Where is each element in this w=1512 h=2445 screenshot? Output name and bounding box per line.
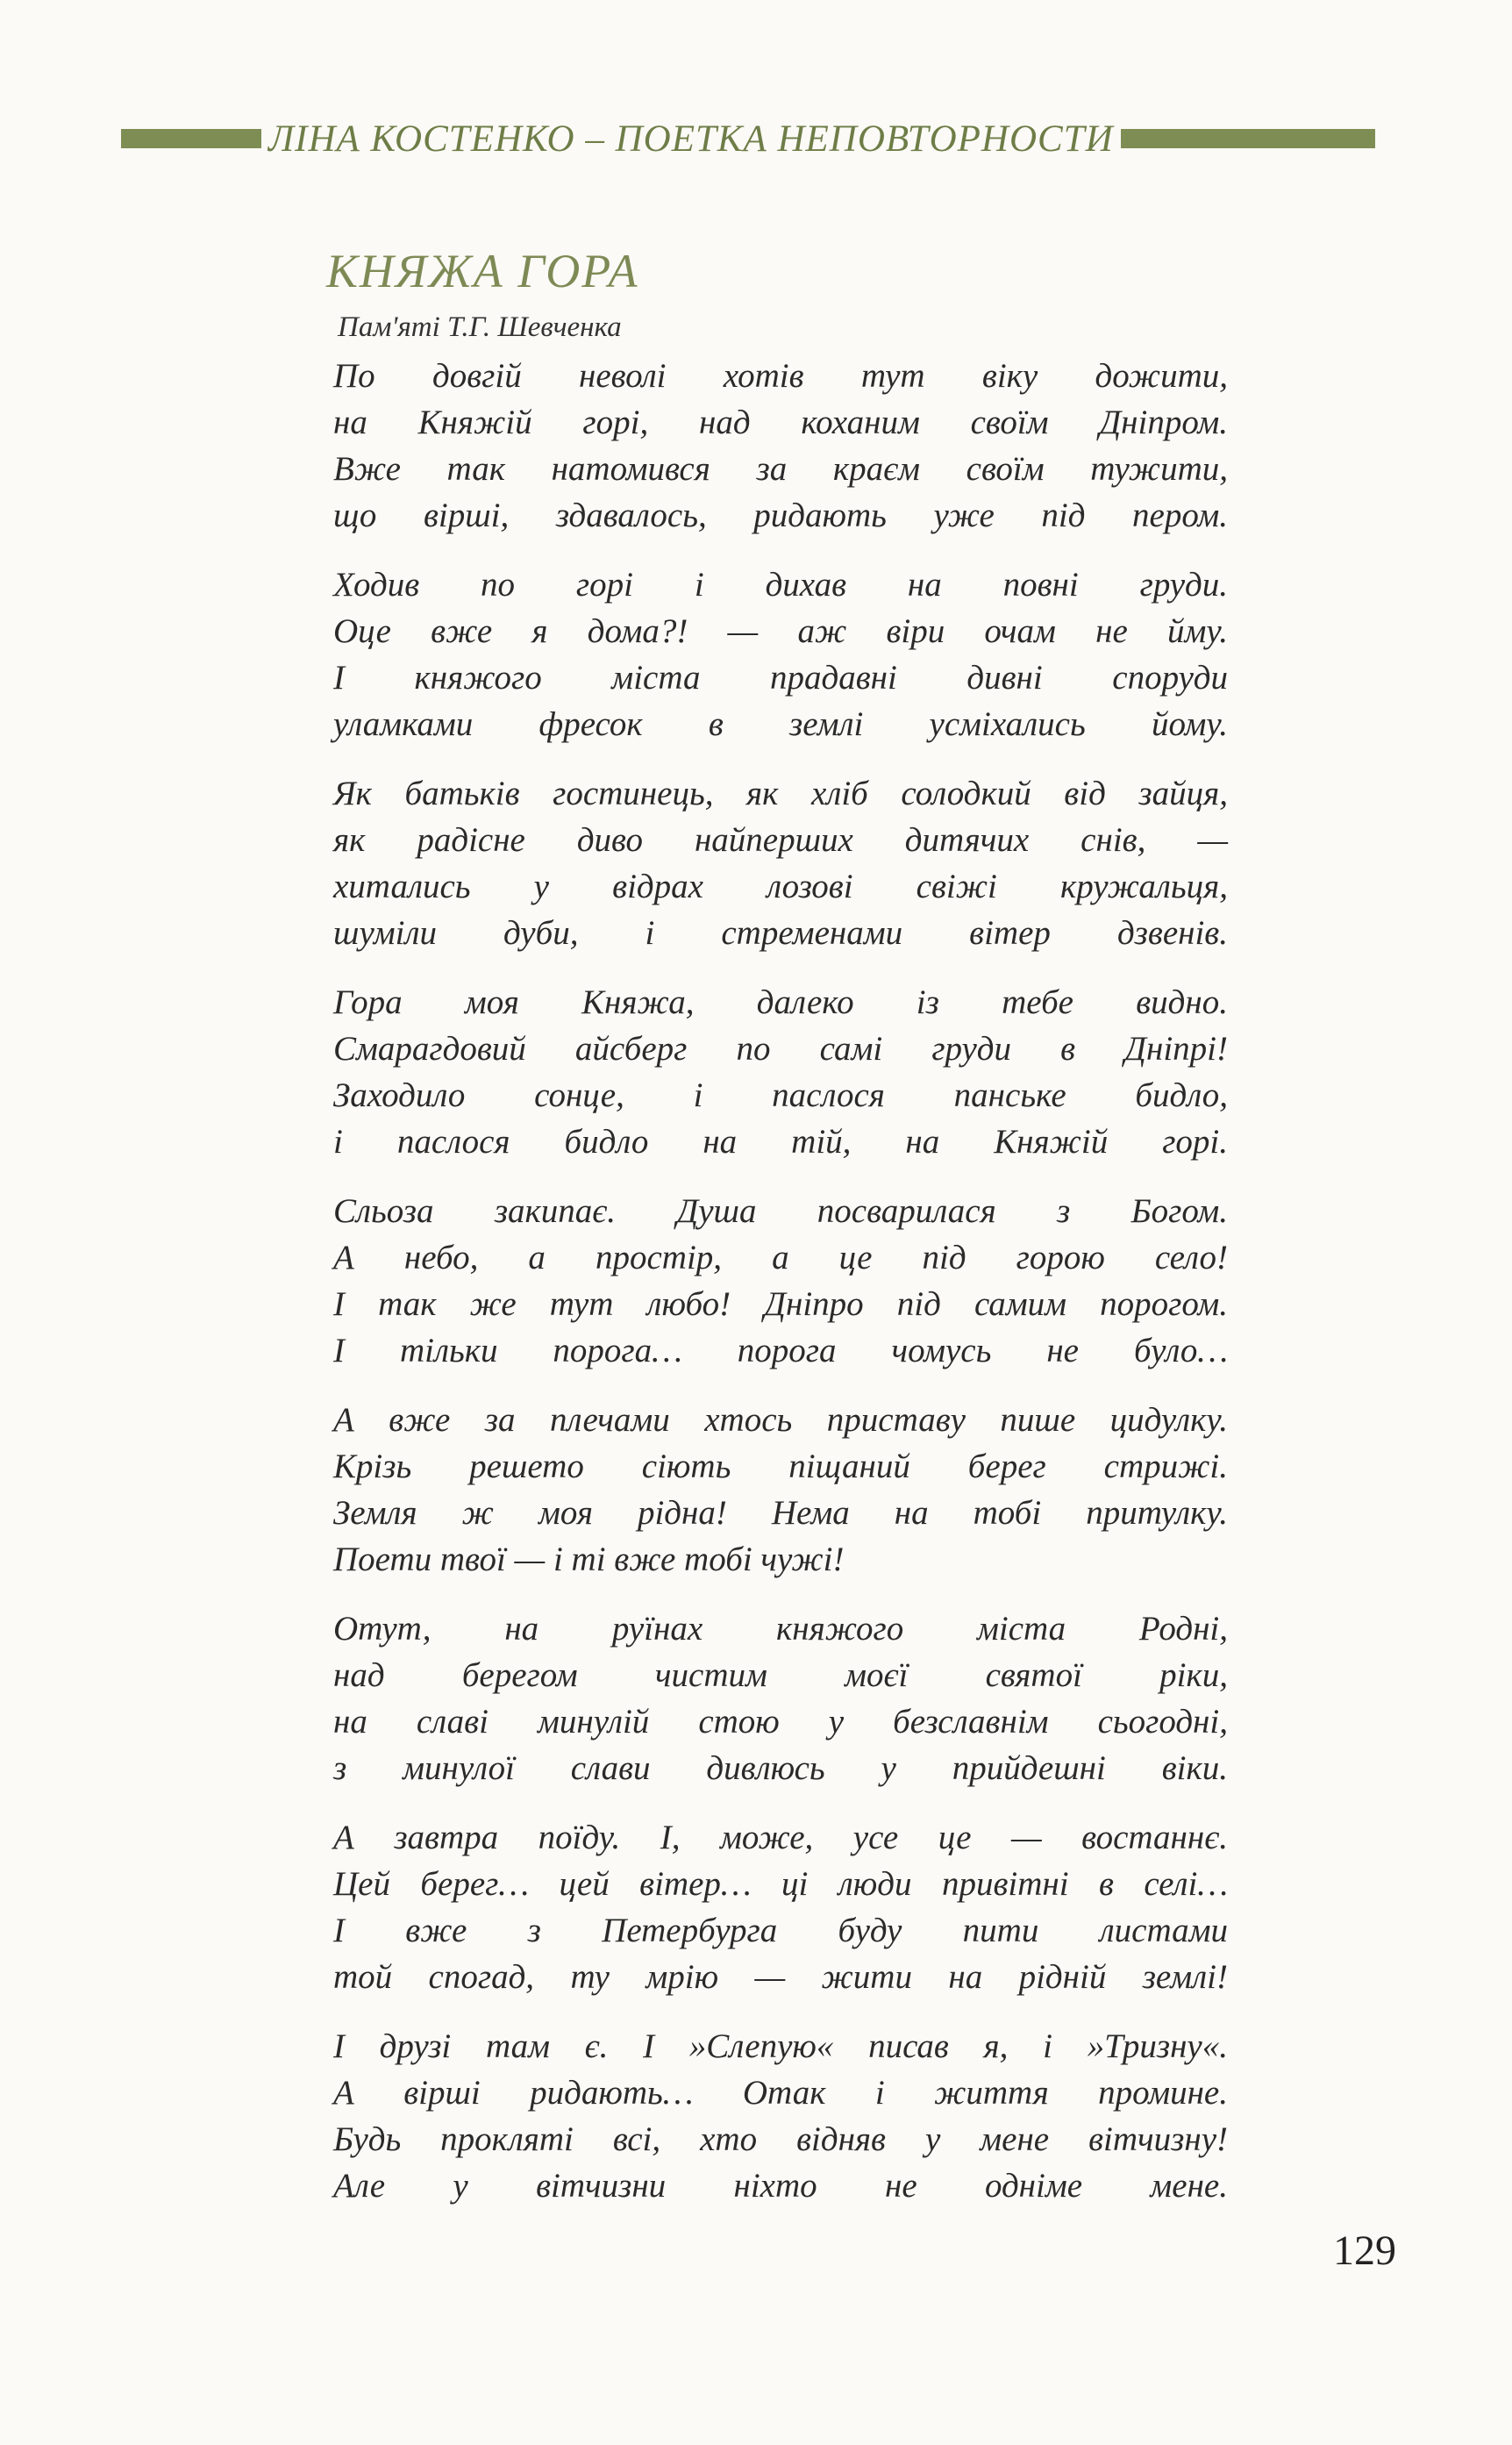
stanza [333, 1814, 1228, 2000]
poem-title: КНЯЖА ГОРА [326, 245, 639, 297]
poem-line: Але у вітчизни ніхто не одніме мене. [333, 2167, 1228, 2205]
poem-line: І вже з Петербурга буду пити листами [333, 1912, 1228, 1949]
header-rule-right [1121, 129, 1375, 148]
poem-line: той спогад, ту мрію — жити на рідній землі! [333, 1958, 1228, 1996]
stanza [333, 2023, 1228, 2209]
poem-line: Цей берег… цей вітер… ці люди привітні в селі… [333, 1865, 1228, 1903]
stanza [333, 1188, 1228, 1374]
poem-line: А вже за плечами хтось приставу пише цидулку. [333, 1401, 1228, 1439]
stanza [333, 1605, 1228, 1791]
poem-line: на Княжій горі, над коханим своїм Дніпром. [333, 404, 1228, 441]
poem-line: І княжого міста прадавні дивні споруди [333, 659, 1228, 697]
poem-line: шуміли дуби, і стременами вітер дзвенів. [333, 914, 1228, 952]
poem-line: хитались у відрах лозові свіжі кружальця, [333, 868, 1228, 905]
poem-line: Будь прокляті всі, хто відняв у мене вітчизну! [333, 2120, 1228, 2158]
poem-line: Ходив по горі і дихав на повні груди. [333, 566, 1228, 604]
page-number: 129 [1333, 2227, 1396, 2274]
poem-body [333, 353, 1228, 2232]
poem-line: І друзі там є. І »Слепую« писав я, і »Тризну«. [333, 2027, 1228, 2065]
poem-line: як радісне диво найперших дитячих снів, — [333, 821, 1228, 859]
poem-line: А вірші ридають… Отак і життя промине. [333, 2074, 1228, 2112]
poem-line: Заходило сонце, і паслося панське бидло, [333, 1076, 1228, 1114]
poem-line: І так же тут любо! Дніпро під самим порогом. [333, 1285, 1228, 1323]
header-rule-left [121, 129, 261, 148]
poem-line: А завтра поїду. І, може, усе це — востаннє. [333, 1819, 1228, 1856]
poem-line: Поети твої — і ті вже тобі чужі! [333, 1541, 845, 1578]
poem-line: і паслося бидло на тій, на Княжій горі. [333, 1123, 1228, 1161]
stanza [333, 770, 1228, 956]
poem-line: над берегом чистим моєї святої ріки, [333, 1656, 1228, 1694]
poem-line: Вже так натомився за краєм своїм тужити, [333, 450, 1228, 488]
stanza [333, 979, 1228, 1165]
stanza [333, 1397, 1228, 1583]
poem-line: Оце вже я дома?! — аж віри очам не йму. [333, 612, 1228, 650]
stanza [333, 561, 1228, 747]
poem-line: А небо, а простір, а це під горою село! [333, 1239, 1228, 1276]
poem-line: Крізь решето сіють піщаний берег стрижі. [333, 1448, 1228, 1485]
poem-dedication: Пам'яті Т.Г. Шевченка [338, 311, 622, 343]
poem-line: Гора моя Княжа, далеко із тебе видно. [333, 983, 1228, 1021]
poem-line: Земля ж моя рідна! Нема на тобі притулку. [333, 1494, 1228, 1532]
poem-line: Смарагдовий айсберг по самі груди в Дніпрі! [333, 1030, 1228, 1068]
poem-line: Отут, на руїнах княжого міста Родні, [333, 1610, 1228, 1648]
poem-line: з минулої слави дивлюсь у прийдешні віки. [333, 1749, 1228, 1787]
poem-line: Сльоза закипає. Душа посварилася з Богом. [333, 1192, 1228, 1230]
poem-line: що вірші, здавалось, ридають уже під пером. [333, 497, 1228, 534]
poem-line: уламками фресок в землі усміхались йому. [333, 705, 1228, 743]
running-title: ЛІНА КОСТЕНКО – ПОЕТКА НЕПОВТОРНОСТИ [268, 118, 1114, 160]
stanza [333, 353, 1228, 539]
poem-line: на славі минулій стою у безславнім сьогодні, [333, 1703, 1228, 1741]
poem-line: Як батьків гостинець, як хліб солодкий від зайця, [333, 775, 1228, 812]
running-header [121, 112, 1375, 165]
poem-line: По довгій неволі хотів тут віку дожити, [333, 357, 1228, 395]
poem-line: І тільки порога… порога чомусь не було… [333, 1332, 1228, 1369]
